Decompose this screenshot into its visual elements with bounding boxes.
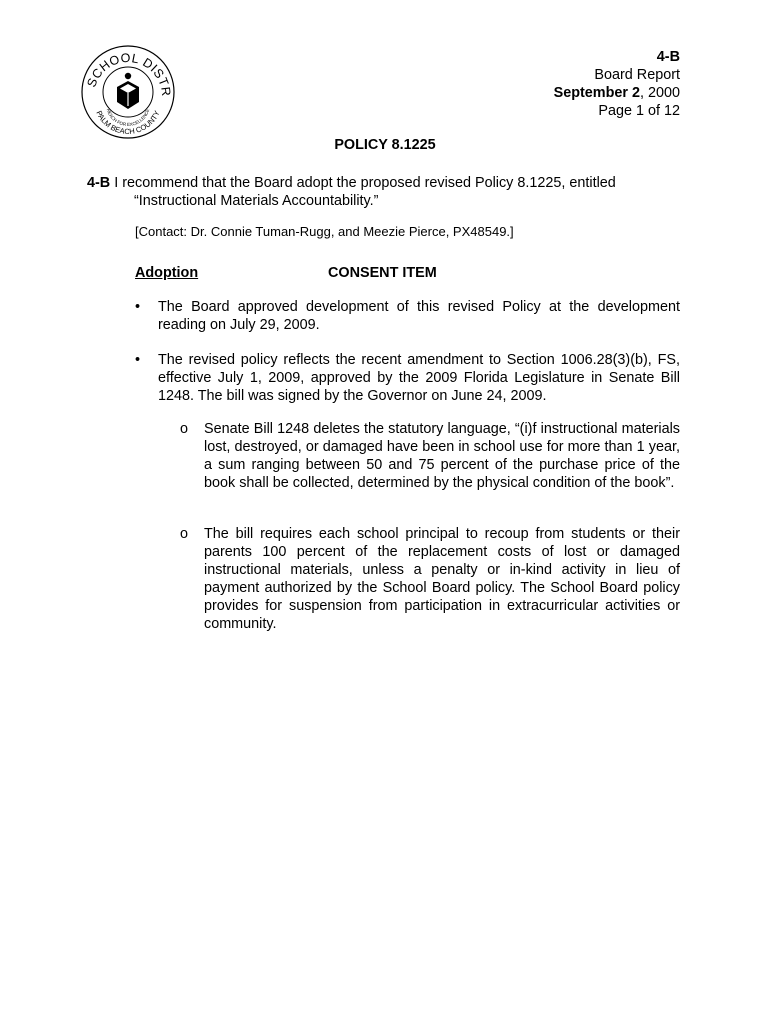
bullet-item xyxy=(135,298,680,334)
bullet-text: The revised policy reflects the recent amendment to Section 1006.28(3)(b), FS, effective July 1, 2009, approved by the 2009 Florida Legislature in Senate Bill 1248. The bill was signed by the Governor on June 24, 2009. xyxy=(158,352,680,404)
recommendation-line-2: “Instructional Materials Accountability.” xyxy=(134,193,379,209)
recommendation-id: 4-B xyxy=(87,175,111,191)
recommendation-line-1: I recommend that the Board adopt the proposed revised Policy 8.1225, entitled xyxy=(114,175,616,191)
logo-top-text: SCHOOL DISTR xyxy=(84,50,174,98)
report-date-bold: September 2 xyxy=(553,85,640,101)
recommendation xyxy=(87,174,680,210)
policy-title: POLICY 8.1225 xyxy=(334,137,436,153)
report-type: Board Report xyxy=(594,67,680,83)
consent-item-label: CONSENT ITEM xyxy=(328,265,437,281)
report-date xyxy=(554,84,680,102)
page-number: Page 1 of 12 xyxy=(598,103,680,119)
bullet-item xyxy=(135,351,680,405)
school-district-logo xyxy=(80,44,176,140)
report-date-rest: , 2000 xyxy=(639,85,680,101)
bullet-marker: • xyxy=(135,299,141,315)
sub-bullet-marker: o xyxy=(180,421,189,437)
bullet-text: The Board approved development of this revised Policy at the development reading on July 29, 2009. xyxy=(158,299,680,333)
sub-bullet-item xyxy=(180,420,680,492)
logo-bottom-text: PALM BEACH COUNTY xyxy=(94,109,162,137)
sub-bullet-text: Senate Bill 1248 deletes the statutory language, “(i)f instructional materials lost, destroyed, or damaged have been in school use for more than 1 year, a sum ranging between 50 and 75 percent of the purchase price of the book shall be collected, determined by the physical condition of the book”. xyxy=(204,421,680,491)
item-number: 4-B xyxy=(656,49,680,65)
bullet-marker: • xyxy=(135,352,141,368)
report-header xyxy=(554,48,680,120)
sub-bullet-text: The bill requires each school principal to recoup from students or their parents 100 percent of the replacement costs of lost or damaged instructional materials, unless a penalty or in-kind activity in lieu of payment authorized by the School Board policy. The School Board policy provides for suspension from participation in extracurricular activities or community. xyxy=(204,526,680,632)
logo-motto-text: REACH FOR EXCELLENCE xyxy=(105,108,151,128)
adoption-label: Adoption xyxy=(135,265,199,281)
contact-info: [Contact: Dr. Connie Tuman-Rugg, and Meezie Pierce, PX48549.] xyxy=(135,224,514,239)
sub-bullet-marker: o xyxy=(180,526,189,542)
sub-bullet-item xyxy=(180,525,680,633)
